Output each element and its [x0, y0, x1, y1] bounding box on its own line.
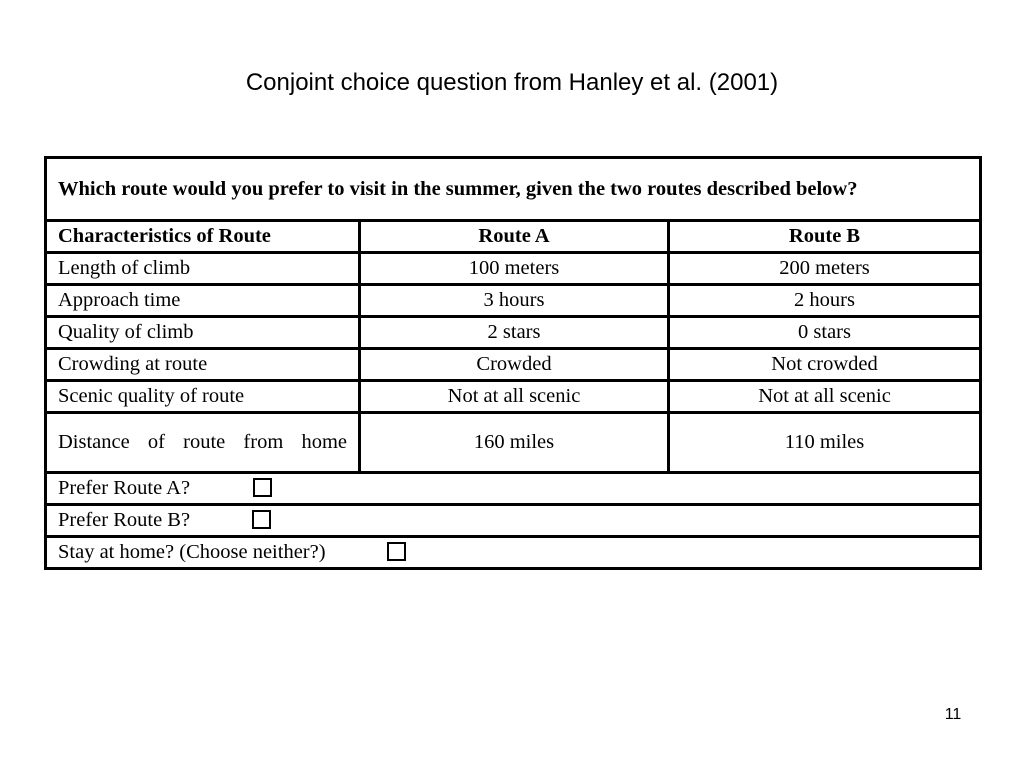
choice-row-route-b — [46, 505, 981, 537]
table-row — [46, 285, 981, 317]
checkbox-prefer-route-a[interactable] — [253, 478, 272, 497]
choice-label-route-b: Prefer Route B? — [58, 509, 191, 531]
route-b-value: Not crowded — [669, 349, 981, 381]
choice-row-stay-home — [46, 537, 981, 569]
route-a-value: 100 meters — [360, 253, 669, 285]
table-row — [46, 413, 981, 473]
header-route-a: Route A — [360, 221, 669, 253]
row-label: Distance of route from home — [46, 413, 360, 473]
header-row — [46, 221, 981, 253]
row-label: Length of climb — [46, 253, 360, 285]
table-row — [46, 317, 981, 349]
slide-title: Conjoint choice question from Hanley et al. (2001) — [245, 69, 779, 96]
question-text: Which route would you prefer to visit in the summer, given the two routes described below? — [46, 158, 981, 221]
header-route-b: Route B — [669, 221, 981, 253]
row-label: Crowding at route — [46, 349, 360, 381]
checkbox-prefer-route-b[interactable] — [252, 510, 271, 529]
row-label: Quality of climb — [46, 317, 360, 349]
route-a-value: Crowded — [360, 349, 669, 381]
route-b-value: 200 meters — [669, 253, 981, 285]
table-row — [46, 253, 981, 285]
route-b-value: 2 hours — [669, 285, 981, 317]
route-b-value: Not at all scenic — [669, 381, 981, 413]
choice-row-route-a — [46, 473, 981, 505]
table-row — [46, 381, 981, 413]
route-a-value: Not at all scenic — [360, 381, 669, 413]
route-a-value: 2 stars — [360, 317, 669, 349]
route-a-value: 3 hours — [360, 285, 669, 317]
header-characteristics: Characteristics of Route — [46, 221, 360, 253]
checkbox-stay-home[interactable] — [387, 542, 406, 561]
page-number: 11 — [944, 706, 962, 723]
route-b-value: 110 miles — [669, 413, 981, 473]
route-a-value: 160 miles — [360, 413, 669, 473]
choice-label-stay-home: Stay at home? (Choose neither?) — [58, 541, 326, 563]
choice-label-route-a: Prefer Route A? — [58, 477, 191, 499]
route-b-value: 0 stars — [669, 317, 981, 349]
row-label: Scenic quality of route — [46, 381, 360, 413]
row-label: Approach time — [46, 285, 360, 317]
conjoint-choice-table — [44, 156, 982, 570]
table-row — [46, 349, 981, 381]
question-row — [46, 158, 981, 221]
